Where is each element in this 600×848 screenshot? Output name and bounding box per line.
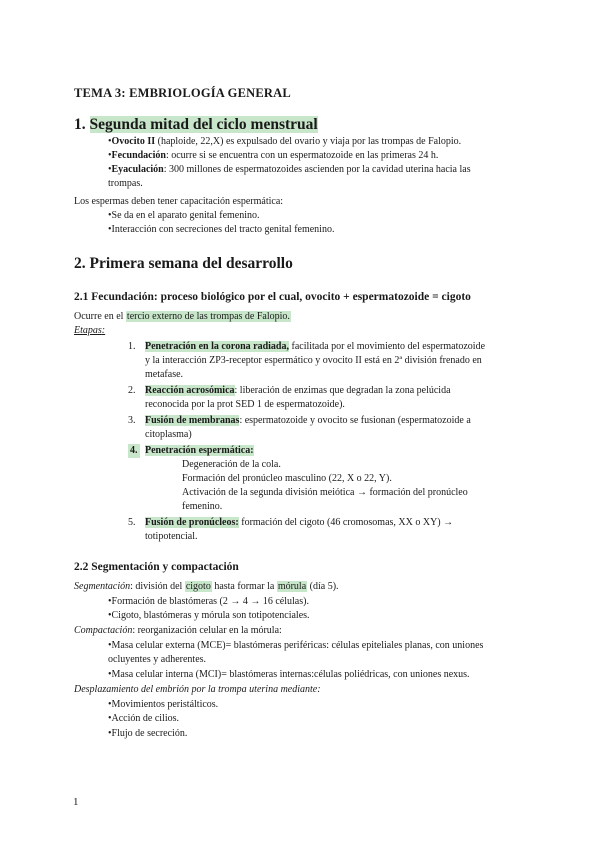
section-1-heading bbox=[74, 116, 318, 134]
s1-bullet-ovocito: •Ovocito II (haploide, 22,X) es expulsado del ovario y viaja por las trompas de Falopio. bbox=[108, 136, 462, 147]
section-2-2-heading: 2.2 Segmentación y compactación bbox=[74, 561, 239, 573]
capacitacion-bullet-1: •Se da en el aparato genital femenino. bbox=[108, 210, 260, 221]
etapa-3-line-2: citoplasma) bbox=[145, 429, 192, 440]
s1-bullet-eyaculacion: •Eyaculación: 300 millones de espermatozoides ascienden por la cavidad uterina hacia las bbox=[108, 164, 471, 175]
segmentacion-bullet-2: •Cigoto, blastómeras y mórula son totipotenciales. bbox=[108, 610, 310, 621]
s1-bullet-fecundacion: •Fecundación: ocurre si se encuentra con un espermatozoide en las primeras 24 h. bbox=[108, 150, 439, 161]
fecundacion-location: Ocurre en el tercio externo de las trompas de Falopio. bbox=[74, 311, 290, 322]
compactacion-bullet-2: •Masa celular interna (MCI)= blastómeras internas:células poliédricas, con uniones nexus. bbox=[108, 669, 470, 680]
etapa-4-sub-1: Degeneración de la cola. bbox=[182, 459, 281, 470]
etapa-4-sub-3-line-2: femenino. bbox=[182, 501, 223, 512]
etapa-5-line-2: totipotencial. bbox=[145, 531, 198, 542]
s1-bullet-eyaculacion-cont: trompas. bbox=[108, 178, 143, 189]
list-number-5: 5. bbox=[128, 517, 136, 528]
etapa-2-line-2: reconocida por la prot SED 1 de espermatozoide). bbox=[145, 399, 345, 410]
etapa-1: Penetración en la corona radiada, facilitada por el movimiento del espermatozoide bbox=[145, 341, 486, 352]
etapa-4: Penetración espermática: bbox=[145, 445, 254, 456]
etapa-3: Fusión de membranas: espermatozoide y ovocito se fusionan (espermatozoide a bbox=[145, 415, 471, 426]
desplazamiento-bullet-3: •Flujo de secreción. bbox=[108, 728, 188, 739]
etapa-1-line-2: y la interacción ZP3-receptor espermático y ovocito II está en 2ª división frenado en bbox=[145, 355, 482, 366]
list-number-1: 1. bbox=[128, 341, 136, 352]
list-number-3: 3. bbox=[128, 415, 136, 426]
capacitacion-intro: Los espermas deben tener capacitación espermática: bbox=[74, 196, 284, 207]
section-2-heading: 2. Primera semana del desarrollo bbox=[74, 255, 293, 272]
list-number-4: 4. bbox=[130, 445, 138, 456]
list-number-2: 2. bbox=[128, 385, 136, 396]
etapas-label: Etapas: bbox=[74, 325, 106, 336]
capacitacion-bullet-2: •Interacción con secreciones del tracto genital femenino. bbox=[108, 224, 335, 235]
page-number: 1 bbox=[73, 796, 79, 808]
segmentacion-bullet-1: •Formación de blastómeras (2 → 4 → 16 células). bbox=[108, 596, 309, 607]
section-2-1-heading: 2.1 Fecundación: proceso biológico por el cual, ovocito + espermatozoide = cigoto bbox=[74, 291, 471, 303]
segmentacion-definition: Segmentación: división del cigoto hasta formar la mórula (día 5). bbox=[74, 581, 339, 592]
compactacion-definition: Compactación: reorganización celular en la mórula: bbox=[74, 625, 282, 636]
compactacion-bullet-1-line-2: ocluyentes y adherentes. bbox=[108, 654, 207, 665]
section-1-number: 1. bbox=[74, 116, 86, 133]
etapa-1-line-3: metafase. bbox=[145, 369, 184, 380]
etapa-4-sub-2: Formación del pronúcleo masculino (22, X o 22, Y). bbox=[182, 473, 392, 484]
desplazamiento-bullet-1: •Movimientos peristálticos. bbox=[108, 699, 219, 710]
document-title: TEMA 3: EMBRIOLOGÍA GENERAL bbox=[74, 86, 291, 100]
section-1-title: Segunda mitad del ciclo menstrual bbox=[89, 116, 318, 133]
desplazamiento-intro: Desplazamiento del embrión por la trompa uterina mediante: bbox=[74, 684, 321, 695]
compactacion-bullet-1: •Masa celular externa (MCE)= blastómeras periféricas: células epiteliales planas, con uniones bbox=[108, 640, 484, 651]
etapa-4-sub-3: Activación de la segunda división meiótica → formación del pronúcleo bbox=[182, 487, 468, 498]
etapa-5: Fusión de pronúcleos: formación del cigoto (46 cromosomas, XX o XY) → bbox=[145, 517, 454, 528]
desplazamiento-bullet-2: •Acción de cilios. bbox=[108, 713, 179, 724]
etapa-2: Reacción acrosómica: liberación de enzimas que degradan la zona pelúcida bbox=[145, 385, 451, 396]
